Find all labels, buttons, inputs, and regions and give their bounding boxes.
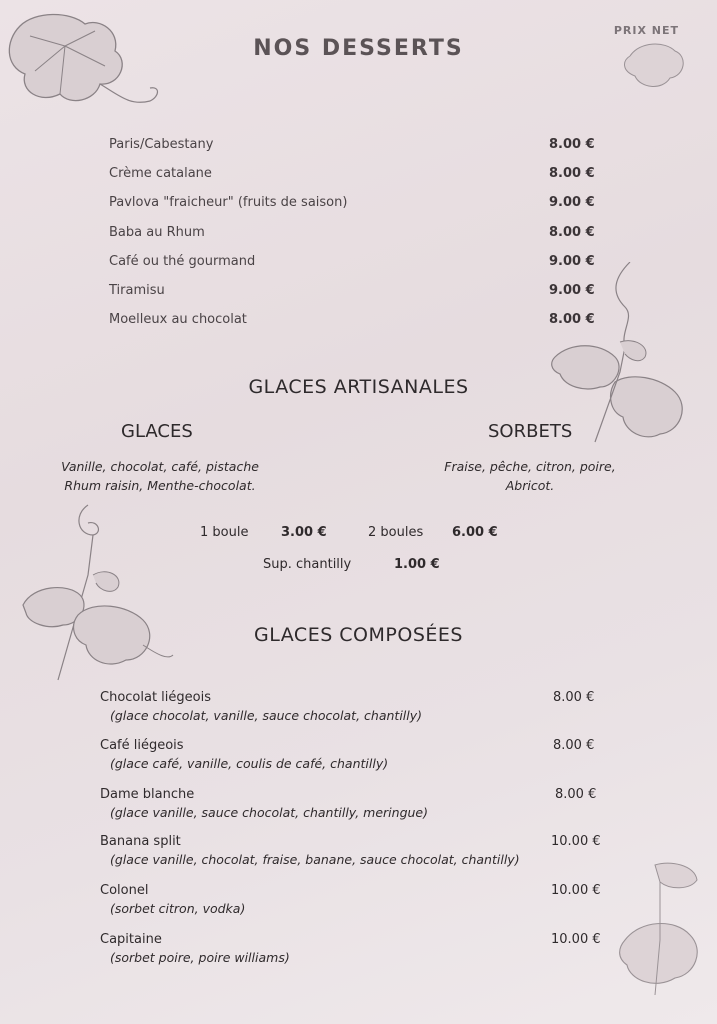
dessert-name: Pavlova "fraicheur" (fruits de saison) (109, 195, 348, 210)
composee-description: (glace chocolat, vanille, sauce chocolat, chantilly) (110, 708, 423, 723)
composee-price: 10.00 € (551, 932, 601, 947)
composee-name: Dame blanche (100, 787, 195, 802)
dessert-price: 8.00 € (549, 225, 595, 240)
composee-description: (glace vanille, sauce chocolat, chantilly, meringue) (110, 805, 428, 820)
composee-description: (sorbet poire, poire williams) (110, 950, 290, 965)
section-title-glaces-artisanales: GLACES ARTISANALES (248, 376, 469, 398)
dessert-price: 8.00 € (549, 312, 595, 327)
sorbets-flavors (430, 457, 630, 495)
grape-leaf-icon (615, 860, 715, 1000)
composee-name: Capitaine (100, 932, 162, 947)
dessert-name: Tiramisu (109, 283, 165, 298)
glaces-flavors (40, 457, 280, 495)
one-scoop-price: 3.00 € (281, 525, 327, 540)
composee-name: Banana split (100, 834, 181, 849)
two-scoops-label: 2 boules (368, 525, 424, 540)
glaces-title: GLACES (121, 421, 193, 442)
sup-chantilly-label: Sup. chantilly (263, 557, 352, 572)
dessert-price: 8.00 € (549, 166, 595, 181)
composee-description: (glace vanille, chocolat, fraise, banane, sauce chocolat, chantilly) (110, 852, 520, 867)
composee-price: 10.00 € (551, 883, 601, 898)
dessert-price: 9.00 € (549, 195, 595, 210)
sup-chantilly-price: 1.00 € (394, 557, 440, 572)
dessert-price: 9.00 € (549, 283, 595, 298)
composee-description: (glace café, vanille, coulis de café, chantilly) (110, 756, 389, 771)
glaces-flavors-line: Vanille, chocolat, café, pistache (61, 459, 259, 474)
prix-net-label: PRIX NET (613, 24, 679, 37)
dessert-name: Paris/Cabestany (109, 137, 214, 152)
composee-price: 8.00 € (553, 738, 595, 753)
composee-name: Chocolat liégeois (100, 690, 211, 705)
two-scoops-price: 6.00 € (452, 525, 498, 540)
dessert-name: Moelleux au chocolat (109, 312, 247, 327)
one-scoop-label: 1 boule (200, 525, 249, 540)
sorbets-flavors-line: Abricot. (505, 478, 555, 493)
dessert-name: Baba au Rhum (109, 225, 205, 240)
composee-description: (sorbet citron, vodka) (110, 901, 246, 916)
dessert-price: 9.00 € (549, 254, 595, 269)
composee-name: Café liégeois (100, 738, 184, 753)
composee-price: 8.00 € (553, 690, 595, 705)
section-title-glaces-composees: GLACES COMPOSÉES (254, 624, 463, 646)
dessert-price: 8.00 € (549, 137, 595, 152)
grape-leaf-icon (0, 6, 165, 126)
composee-price: 10.00 € (551, 834, 601, 849)
sorbets-flavors-line: Fraise, pêche, citron, poire, (444, 459, 616, 474)
dessert-name: Café ou thé gourmand (109, 254, 256, 269)
page-title: NOS DESSERTS (253, 36, 464, 61)
grape-vine-icon (18, 495, 178, 685)
composee-price: 8.00 € (555, 787, 597, 802)
glaces-flavors-line: Rhum raisin, Menthe-chocolat. (64, 478, 256, 493)
composee-name: Colonel (100, 883, 149, 898)
dessert-name: Crème catalane (109, 166, 212, 181)
sorbets-title: SORBETS (488, 421, 573, 442)
